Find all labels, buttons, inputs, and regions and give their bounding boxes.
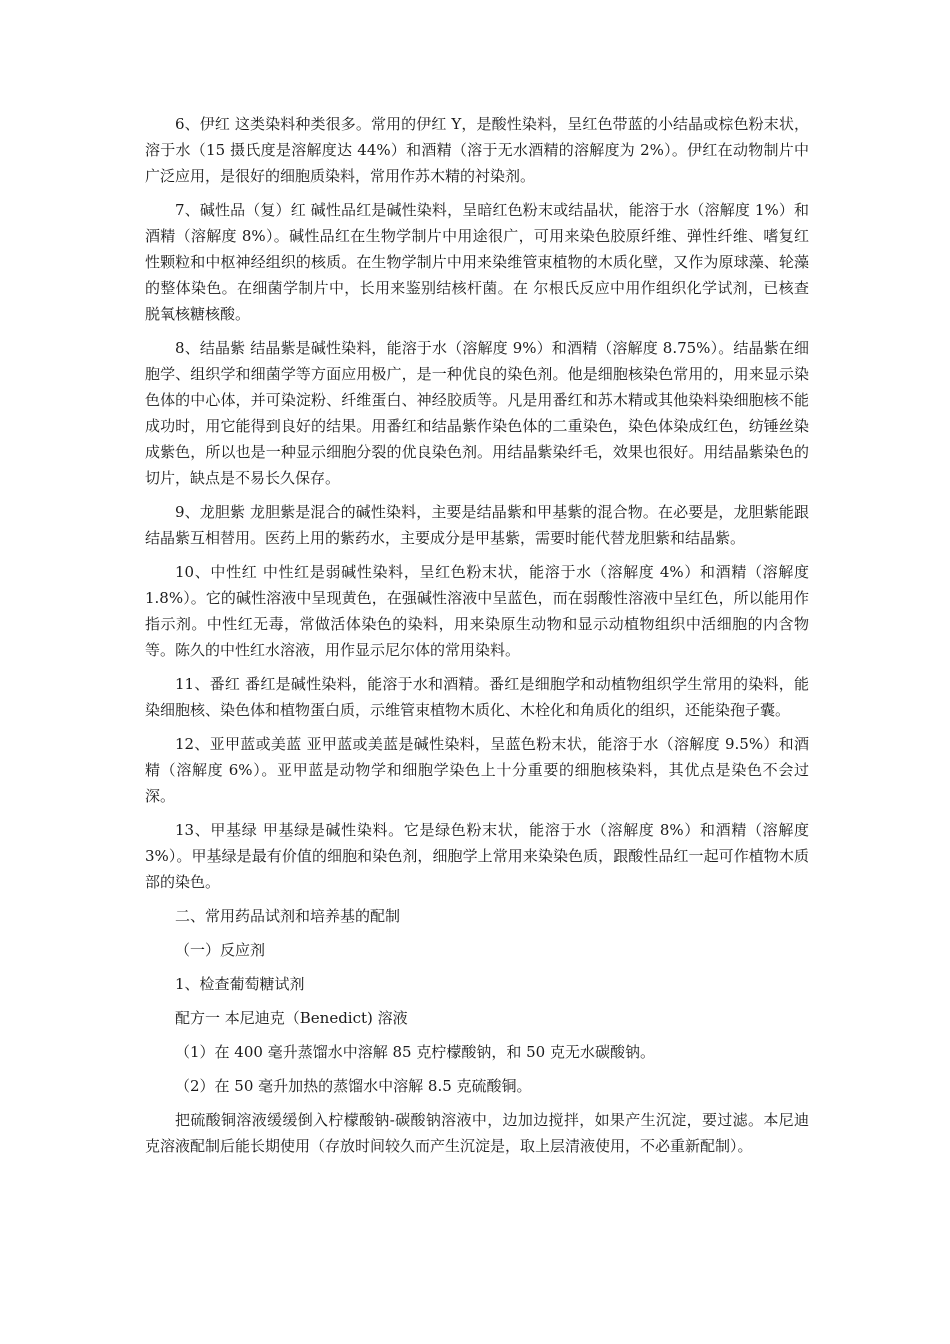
formula-heading: 配方一 本尼迪克（Benedict) 溶液 — [175, 1009, 408, 1027]
paragraph-basic-fuchsin: 7、碱性品（复）红 碱性品红是碱性染料，呈暗红色粉末或结晶状，能溶于水（溶解度 1%）和酒精（溶解度 8%）。碱性品红在生物学制片中用途很广，可用来染色胶原纤维、弹性纤维、嗜复红性颗粒和中枢神经组织的核质。在生物学制片中用来染维管束植物的木质化壁，又作为原球藻、轮藻的整体染色。在细菌学制片中，长用来鉴别结核杆菌。在 尔根氏反应中用作组织化学试剂，已核查脱氧核糖核酸。 — [145, 201, 809, 323]
paragraph-methyl-green: 13、甲基绿 甲基绿是碱性染料。它是绿色粉末状，能溶于水（溶解度 8%）和酒精（溶解度 3%）。甲基绿是最有价值的细胞和染色剂，细胞学上常用来染染色质，跟酸性品红一起可作植物木质部的染色。 — [145, 821, 809, 891]
paragraph-safranin: 11、番红 番红是碱性染料，能溶于水和酒精。番红是细胞学和动植物组织学生常用的染料，能染细胞核、染色体和植物蛋白质，示维管束植物木质化、木栓化和角质化的组织，还能染孢子囊。 — [145, 675, 809, 719]
item-heading: 1、检查葡萄糖试剂 — [175, 975, 305, 993]
step-1: （1）在 400 毫升蒸馏水中溶解 85 克柠檬酸钠，和 50 克无水碳酸钠。 — [175, 1043, 655, 1061]
document-page — [145, 111, 809, 1167]
paragraph-gentian-violet: 9、龙胆紫 龙胆紫是混合的碱性染料，主要是结晶紫和甲基紫的混合物。在必要是，龙胆紫能跟结晶紫互相替用。医药上用的紫药水，主要成分是甲基紫，需要时能代替龙胆紫和结晶紫。 — [145, 503, 809, 547]
step-2: （2）在 50 毫升加热的蒸馏水中溶解 8.5 克硫酸铜。 — [175, 1077, 532, 1095]
paragraph-crystal-violet: 8、结晶紫 结晶紫是碱性染料，能溶于水（溶解度 9%）和酒精（溶解度 8.75%）。结晶紫在细胞学、组织学和细菌学等方面应用极广，是一种优良的染色剂。他是细胞核染色常用的，用来显示染色体的中心体，并可染淀粉、纤维蛋白、神经胶质等。凡是用番红和苏木精或其他染料染细胞核不能成功时，用它能得到良好的结果。用番红和结晶紫作染色体的二重染色，染色体染成红色，纺锤丝染成紫色，所以也是一种显示细胞分裂的优良染色剂。用结晶紫染纤毛，效果也很好。用结晶紫染色的切片，缺点是不易长久保存。 — [145, 339, 809, 487]
paragraph-methylene-blue: 12、亚甲蓝或美蓝 亚甲蓝或美蓝是碱性染料，呈蓝色粉末状，能溶于水（溶解度 9.5%）和酒精（溶解度 6%）。亚甲蓝是动物学和细胞学染色上十分重要的细胞核染料，其优点是染色不会过深。 — [145, 735, 809, 805]
section-heading: 二、常用药品试剂和培养基的配制 — [175, 907, 401, 925]
subsection-heading: （一）反应剂 — [175, 941, 266, 959]
closing-paragraph: 把硫酸铜溶液缓缓倒入柠檬酸钠-碳酸钠溶液中，边加边搅拌，如果产生沉淀，要过滤。本尼迪克溶液配制后能长期使用（存放时间较久而产生沉淀是，取上层清液使用，不必重新配制）。 — [145, 1111, 809, 1155]
paragraph-neutral-red: 10、中性红 中性红是弱碱性染料，呈红色粉末状，能溶于水（溶解度 4%）和酒精（溶解度 1.8%）。它的碱性溶液中呈现黄色，在强碱性溶液中呈蓝色，而在弱酸性溶液中呈红色，所以能用作指示剂。中性红无毒，常做活体染色的染料，用来染原生动物和显示动植物组织中活细胞的内含物等。陈久的中性红水溶液，用作显示尼尔体的常用染料。 — [145, 563, 809, 659]
paragraph-eosin: 6、伊红 这类染料种类很多。常用的伊红 Y，是酸性染料，呈红色带蓝的小结晶或棕色粉末状，溶于水（15 摄氏度是溶解度达 44%）和酒精（溶于无水酒精的溶解度为 2%）。伊红在动物制片中广泛应用，是很好的细胞质染料，常用作苏木精的衬染剂。 — [145, 115, 809, 185]
